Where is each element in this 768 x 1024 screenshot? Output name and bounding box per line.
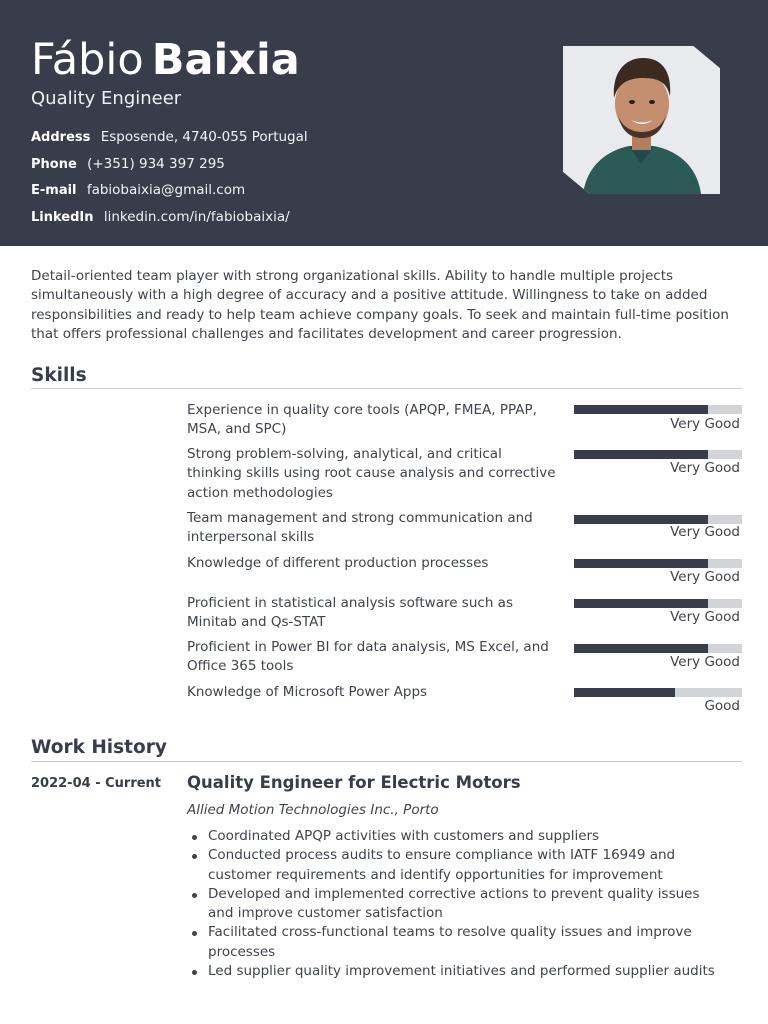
responsibility-item: Led supplier quality improvement initiatives and performed supplier audits <box>187 962 727 981</box>
responsibility-item: Developed and implemented corrective actions to prevent quality issues and improve customer satisfaction <box>187 885 727 924</box>
skill-rating-fill <box>574 644 708 653</box>
resume-header <box>0 0 768 246</box>
contact-value: (+351) 934 397 295 <box>87 155 225 172</box>
contact-email <box>31 181 308 208</box>
skill-rating-fill <box>574 405 708 414</box>
skill-rating-bar <box>574 405 742 414</box>
skills-divider <box>31 388 742 389</box>
responsibility-item: Facilitated cross-functional teams to resolve quality issues and improve processes <box>187 923 727 962</box>
skill-rating-bar <box>574 688 742 697</box>
job-company: Allied Motion Technologies Inc., Porto <box>187 802 439 818</box>
last-name: Baixia <box>151 35 300 85</box>
skill-text: Strong problem-solving, analytical, and critical thinking skills using root cause analysis and corrective action methodologies <box>187 446 556 501</box>
skill-level: Very Good <box>670 609 740 625</box>
contact-label: E-mail <box>31 183 77 198</box>
skill-rating-bar <box>574 450 742 459</box>
contact-value: Esposende, 4740-055 Portugal <box>100 129 308 145</box>
contact-address <box>31 128 308 155</box>
skill-rating-bar <box>574 559 742 568</box>
skill-rating-fill <box>574 688 675 697</box>
responsibility-item: Conducted process audits to ensure compliance with IATF 16949 and customer requirements and identify opportunities for improvement <box>187 846 727 885</box>
skill-rating-fill <box>574 599 708 608</box>
skill-rating-bar <box>574 515 742 524</box>
skill-level: Very Good <box>670 524 740 540</box>
job-date: 2022-04 - Current <box>31 776 162 791</box>
contact-value: linkedin.com/in/fabiobaixia/ <box>103 208 290 225</box>
portrait-illustration <box>563 46 720 194</box>
skill-text: Knowledge of different production processes <box>187 555 489 571</box>
contact-linkedin <box>31 208 308 235</box>
work-history-heading: Work History <box>31 737 167 758</box>
skill-rating-bar <box>574 599 742 608</box>
job-title: Quality Engineer <box>31 88 182 109</box>
first-name: Fábio <box>31 35 144 85</box>
work-history-divider <box>31 761 742 762</box>
profile-photo <box>563 46 720 194</box>
skill-text: Team management and strong communication and interpersonal skills <box>187 510 533 546</box>
skill-text: Proficient in statistical analysis software such as Minitab and Qs-STAT <box>187 595 513 631</box>
skill-text: Knowledge of Microsoft Power Apps <box>187 684 428 700</box>
job-responsibilities <box>187 827 727 981</box>
job-title: Quality Engineer for Electric Motors <box>187 773 521 792</box>
skill-level: Very Good <box>670 654 740 670</box>
contact-value: fabiobaixia@gmail.com <box>86 182 246 198</box>
contact-label: LinkedIn <box>31 209 94 225</box>
contact-info <box>31 128 308 234</box>
skill-level: Very Good <box>670 569 740 585</box>
responsibility-item: Coordinated APQP activities with customers and suppliers <box>187 827 727 846</box>
skill-rating-bar <box>574 644 742 653</box>
skill-rating-fill <box>574 559 708 568</box>
contact-phone <box>31 155 308 182</box>
contact-label: Address <box>31 130 91 145</box>
contact-label: Phone <box>31 156 77 172</box>
skill-level: Very Good <box>670 460 740 476</box>
candidate-name <box>31 36 300 84</box>
skill-rating-fill <box>574 515 708 524</box>
skill-text: Experience in quality core tools (APQP, FMEA, PPAP, MSA, and SPC) <box>187 402 537 438</box>
professional-summary: Detail-oriented team player with strong organizational skills. Ability to handle multiple projects simultaneously with a high degree of accuracy and a positive attitude. Willingness to take on added responsibilities and ready to help team achieve company goals. To seek and maintain full-time position that offers professional challenges and facilitates development and career progression. <box>31 268 729 343</box>
skill-text: Proficient in Power BI for data analysis, MS Excel, and Office 365 tools <box>187 639 549 675</box>
skill-level: Good <box>704 698 740 714</box>
skills-heading: Skills <box>31 365 87 386</box>
skill-rating-fill <box>574 450 708 459</box>
skill-level: Very Good <box>670 416 740 432</box>
